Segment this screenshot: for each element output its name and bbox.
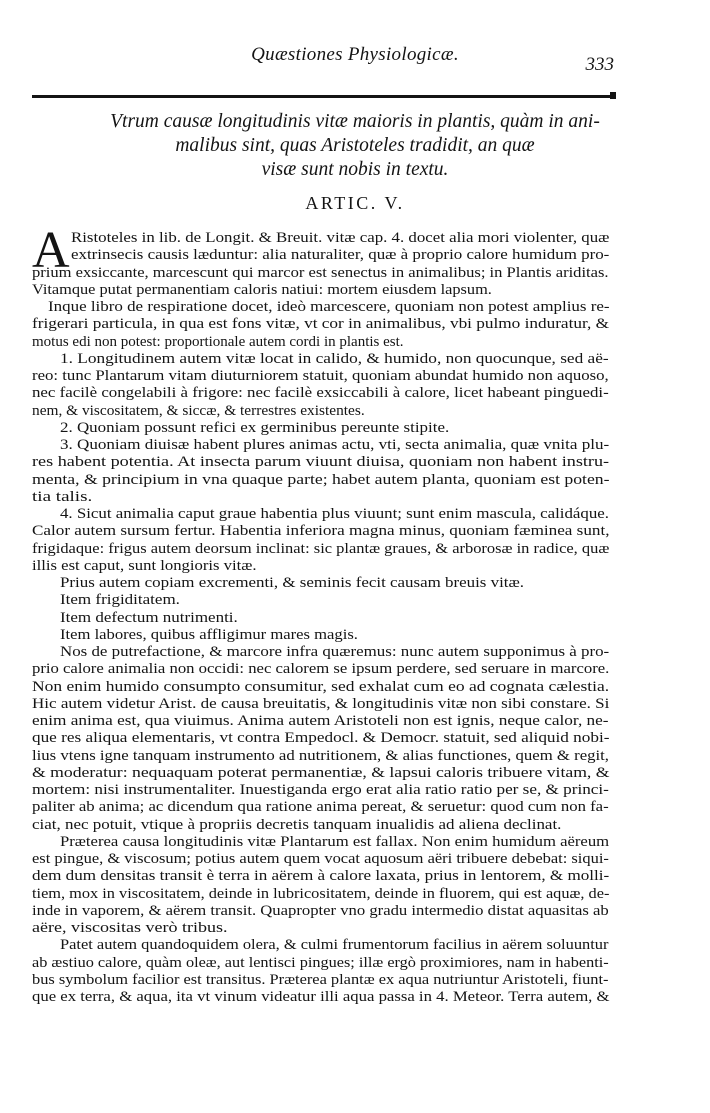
text-line: ab æstiuo calore, quàm oleæ, aut lentisci pingues; illæ ergò proximiores, nam in habenti- [32,954,609,971]
text-line: est pingue, & viscosum; potius autem quem vocat aquosum aëri tribuere debebat: siqui- [32,851,609,867]
text-line: Patet autem quandoquidem olera, & culmi frumentorum facilius in aërem soluuntur [60,937,609,954]
text-line: 1. Longitudinem autem vitæ locat in calido, & humido, non quocunque, sed aë- [60,350,609,367]
header-rule [32,95,610,98]
heading-line: visæ sunt nobis in textu. [261,159,449,180]
text-line: dem dum densitas transit è terra in aërem à calore laxata, prius in lentorem, & molli- [32,868,610,885]
text-line: reo: tunc Plantarum vitam diuturniorem statuit, quoniam abundat humido non aquoso, [32,368,609,384]
text-line: mortem: nisi instrumentaliter. Inuestiganda ergo erat alia ratio ratio per se, & princi- [32,782,609,798]
text-line: motus edi non potest: proportionale autem cordi in plantis est. [32,333,404,350]
text-line: Inque libro de respiratione docet, ideò marcescere, quoniam non potest amplius re- [48,299,610,315]
text-line: nec facilè congelabili à frigore: nec facilè exsiccabili à calore, licet habeant pinguedi- [32,385,609,402]
text-line: paliter ab anima; ac dicendum qua ratione anima pereat, & seruetur: quod cum non fa- [32,799,609,816]
text-line: ciat, nec potuit, vtique à propriis decretis tanquam inualidis ad aliena declinat. [32,816,562,833]
text-line: menta, & principium in vna quaque parte; habet autem planta, quoniam est poten- [32,471,610,488]
text-line: Item defectum nutrimenti. [60,609,238,626]
text-line: res habent potentia. At insecta parum viuunt diuisa, quoniam non habent instru- [32,454,610,471]
text-line: Ristoteles in lib. de Longit. & Breuit. vitæ cap. 4. docet alia mori violenter, quæ [71,230,610,246]
text-line: extrinsecis causis læduntur: alia naturaliter, quæ à proprio calore humidum pro- [71,247,610,264]
text-line: illis est caput, sunt longioris vitæ. [32,557,257,574]
text-line: prio calore animalia non occidi: nec calorem se ipsum perdere, sed seruare in marcore. [32,661,610,678]
text-line: tia talis. [32,488,93,505]
text-line: prium exsiccante, marcescunt qui marcor est senectus in animalibus; in Plantis ariditas. [32,264,609,281]
text-line: Prius autem copiam excrementi, & seminis fecit causam breuis vitæ. [60,575,525,591]
text-line: 2. Quoniam possunt refici ex germinibus pereunte stipite. [60,419,450,436]
article-number: ARTIC. V. [305,193,405,213]
text-line: lius vtens igne tanquam instrumento ad nutritionem, & alias functiones, quem & regit, [32,747,609,764]
text-line: Non enim humido consumpto consumitur, sed exhalat cum eo ad cognata cælestia. [32,678,610,695]
text-line: que ex terra, & aqua, ita vt vinum videatur illi aqua passa in 4. Meteor. Terra autem, & [32,989,610,1005]
text-line: Vitamque putat permanentiam caloris natiui: mortem eiusdem lapsum. [32,281,492,298]
text-line: Item frigiditatem. [60,592,180,609]
text-line: inde in vaporem, & aërem transit. Quapropter vno gradu intermedio distat aquasitas ab [32,902,609,919]
text-line: que res aliqua elementaris, vt contra Empedocl. & Democr. statuit, sed aliquid nobi- [32,730,610,747]
text-line: 3. Quoniam diuisæ habent plures animas actu, vti, secta animalia, quæ vnita plu- [60,437,610,453]
drop-cap: A [32,222,70,279]
text-line: bus symbolum facilior est transitus. Præterea plantæ ex aqua nutriuntur Aristoteli, fiunt- [32,971,609,988]
text-line: nem, & viscositatem, & siccæ, & terrestres existentes. [32,402,365,419]
text-line: Item labores, quibus affligimur mares magis. [60,626,358,643]
text-line: Præterea causa longitudinis vitæ Plantarum est fallax. Non enim humidum aëreum [60,833,610,850]
running-head: Quæstiones Physiologicæ. [251,44,459,65]
text-line: Hic autem videtur Arist. de causa breuitatis, & longitudinis vitæ non sibi constare. Si [32,695,610,712]
text-line: Nos de putrefactione, & marcore infra quæremus: nunc autem supponimus à pro- [60,644,610,660]
text-line: tiem, mox in viscositatem, deinde in lubricositatem, deinde in fluorem, qui est aquæ, de- [32,885,610,902]
text-line: enim anima est, qua viuimus. Anima autem Aristoteli non est ignis, neque calor, ne- [32,713,609,729]
text-line: Calor autem sursum fertur. Habentia inferiora magna minus, quoniam fæminea sunt, [32,523,610,540]
text-line: aëre, viscositas verò tribus. [32,920,228,936]
text-line: frigidaque: frigus autem deorsum inclinat: sic plantæ graues, & arborosæ in radice, quæ [32,540,610,557]
page-number: 333 [585,54,614,75]
text-line: & moderatur: nequaquam poterat permanentiæ, & lapsui caloris tribuere vitam, & [32,764,610,781]
heading-line: malibus sint, quas Aristoteles tradidit, an quæ [175,135,535,156]
heading-line: Vtrum causæ longitudinis vitæ maioris in plantis, quàm in ani- [110,111,600,132]
text-line: 4. Sicut animalia caput graue habentia plus viuunt; sunt enim mascula, calidáque. [60,506,609,522]
text-line: frigerari particula, in qua est fons vitæ, vt cor in animalibus, vbi pulmo induratur, & [32,316,610,333]
header-rule-end [610,92,616,99]
article-heading [22,110,688,182]
